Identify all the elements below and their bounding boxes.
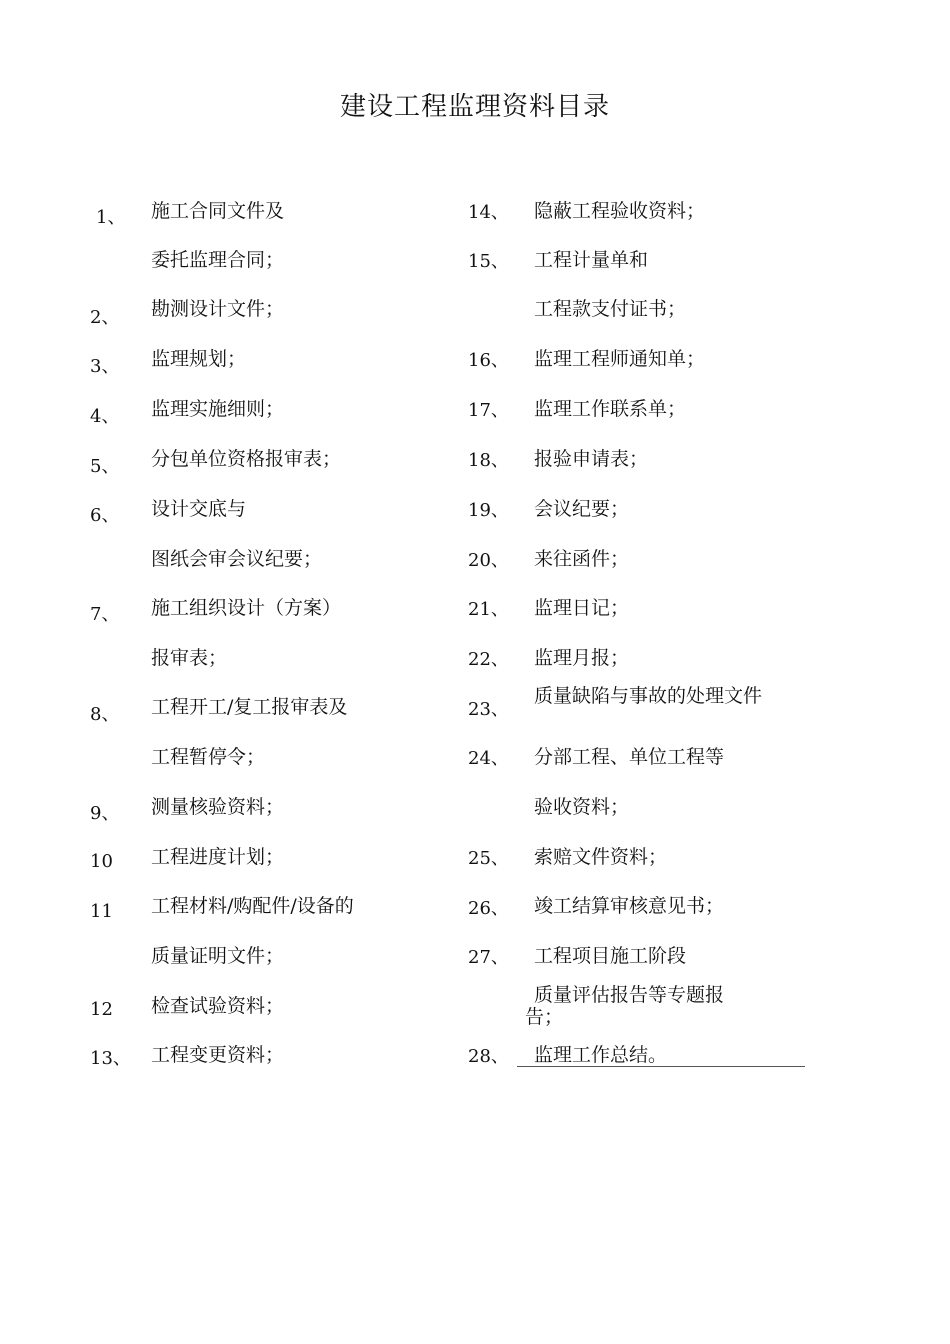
item-number-10: 10 (90, 851, 113, 872)
item-text-24-cont: 验收资料； (534, 796, 630, 818)
item-number-18: 18、 (468, 450, 509, 471)
item-number-1: 1、 (96, 207, 126, 228)
item-number-6: 6、 (90, 505, 120, 526)
item-text-8: 工程开工/复工报审表及 (151, 696, 348, 718)
item-text-16: 监理工程师通知单； (534, 348, 706, 370)
item-number-16: 16、 (468, 350, 509, 371)
item-text-27-cont: 质量评估报告等专题报告； (525, 984, 725, 1028)
item-text-6: 设计交底与 (151, 498, 247, 520)
item-number-8: 8、 (90, 704, 120, 725)
item-text-10: 工程进度计划； (151, 846, 285, 868)
item-text-11: 工程材料/购配件/设备的 (151, 895, 354, 917)
item-number-20: 20、 (468, 550, 509, 571)
item-text-20: 来往函件； (534, 548, 630, 570)
item-text-1-cont: 委托监理合同； (151, 249, 285, 271)
item-text-21: 监理日记； (534, 597, 630, 619)
item-text-8-cont: 工程暂停令； (151, 746, 266, 768)
item-text-23: 质量缺陷与事故的处理文件 (534, 685, 763, 707)
item-number-9: 9、 (90, 803, 120, 824)
item-text-15-cont: 工程款支付证书； (534, 298, 687, 320)
item-text-1: 施工合同文件及 (151, 200, 285, 222)
page-title: 建设工程监理资料目录 (339, 92, 610, 122)
item-text-2: 勘测设计文件； (151, 298, 285, 320)
item-number-17: 17、 (468, 400, 509, 421)
item-text-25: 索赔文件资料； (534, 846, 668, 868)
item-text-18: 报验申请表； (534, 448, 649, 470)
item-text-7-cont: 报审表； (151, 647, 228, 669)
item-number-14: 14、 (468, 202, 509, 223)
item-number-12: 12 (90, 999, 113, 1020)
item-text-5: 分包单位资格报审表； (151, 448, 342, 470)
item-text-27: 工程项目施工阶段 (534, 945, 687, 967)
item-text-11-cont: 质量证明文件； (151, 945, 285, 967)
item-text-13: 工程变更资料； (151, 1044, 285, 1066)
item-number-15: 15、 (468, 251, 509, 272)
item-text-22: 监理月报； (534, 647, 630, 669)
item-text-12: 检查试验资料； (151, 995, 285, 1017)
item-text-26: 竣工结算审核意见书； (534, 895, 725, 917)
item-number-23: 23、 (468, 699, 509, 720)
item-text-28: 监理工作总结。 (534, 1044, 668, 1066)
item-text-17: 监理工作联系单； (534, 398, 687, 420)
underline-divider (517, 1066, 805, 1067)
item-text-3: 监理规划； (151, 348, 247, 370)
item-number-21: 21、 (468, 599, 509, 620)
item-number-4: 4、 (90, 406, 120, 427)
item-text-24: 分部工程、单位工程等 (534, 746, 725, 768)
item-number-27: 27、 (468, 947, 509, 968)
item-number-2: 2、 (90, 307, 120, 328)
item-text-19: 会议纪要； (534, 498, 630, 520)
item-number-24: 24、 (468, 748, 509, 769)
item-number-28: 28、 (468, 1046, 509, 1067)
item-number-19: 19、 (468, 500, 509, 521)
item-text-6-cont: 图纸会审会议纪要； (151, 548, 323, 570)
item-number-26: 26、 (468, 898, 509, 919)
item-number-25: 25、 (468, 848, 509, 869)
item-text-15: 工程计量单和 (534, 249, 649, 271)
item-number-22: 22、 (468, 649, 509, 670)
item-number-3: 3、 (90, 356, 120, 377)
item-text-4: 监理实施细则； (151, 398, 285, 420)
item-number-7: 7、 (90, 604, 120, 625)
item-text-9: 测量核验资料； (151, 796, 285, 818)
item-number-11: 11 (90, 901, 113, 922)
item-text-7: 施工组织设计（方案） (151, 597, 342, 619)
item-number-13: 13、 (90, 1048, 131, 1069)
item-text-14: 隐蔽工程验收资料； (534, 200, 706, 222)
item-number-5: 5、 (90, 456, 120, 477)
